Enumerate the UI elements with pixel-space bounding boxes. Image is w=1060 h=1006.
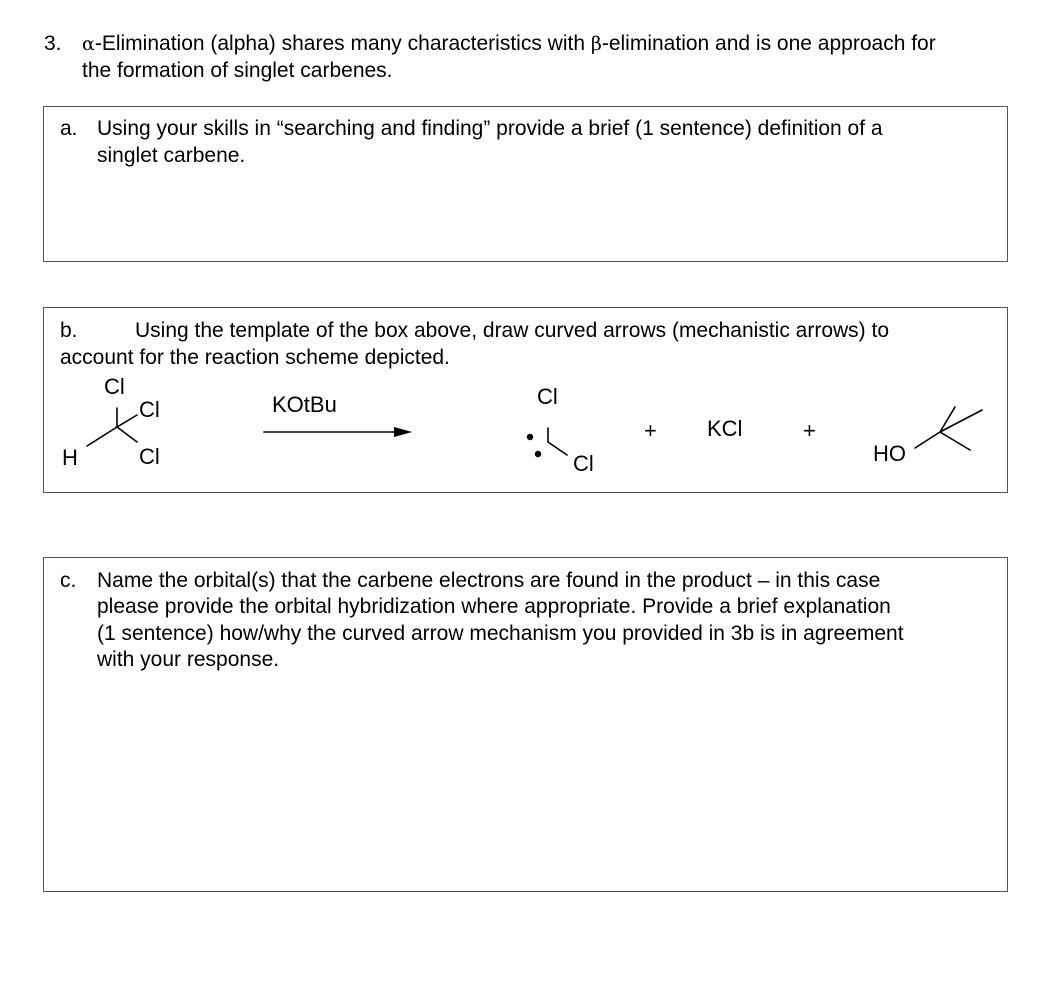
- part-b-line2: account for the reaction scheme depicted.: [60, 346, 450, 369]
- plus-sign-2: +: [803, 418, 816, 443]
- part-c-line3: (1 sentence) how/why the curved arrow mechanism you provided in 3b is in agreement: [97, 622, 904, 645]
- bond-o-c: [915, 432, 940, 448]
- reactant-cl-right: Cl: [139, 397, 160, 422]
- lone-pair-dot-1: [527, 434, 533, 440]
- plus-sign-1: +: [644, 418, 657, 443]
- bond-h-c: [87, 427, 117, 446]
- question-stem-text-b: -elimination and is one approach for: [601, 32, 936, 55]
- bond-c-cl-bottom: [117, 427, 137, 442]
- part-c-line4: with your response.: [97, 648, 280, 671]
- alpha-symbol: α: [82, 33, 95, 55]
- reactant-cl-top: Cl: [104, 374, 125, 399]
- part-a-line1: Using your skills in “searching and finding” provide a brief (1 sentence) definition of a: [97, 117, 883, 140]
- bond-c-cl-right: [117, 415, 137, 427]
- beta-symbol: β: [590, 33, 602, 55]
- reaction-arrow-head: [394, 427, 412, 437]
- reagent-kotbu: KOtBu: [272, 392, 337, 417]
- reactant-cl-bottom: Cl: [139, 444, 160, 469]
- question-stem-text-a: -Elimination (alpha) shares many characteristics with: [94, 32, 591, 55]
- bond-c-me-2: [940, 432, 970, 450]
- part-c-line1: Name the orbital(s) that the carbene electrons are found in the product – in this case: [97, 569, 881, 592]
- bond-carbene-cl-bottom: [548, 442, 567, 455]
- carbene-cl-top: Cl: [537, 384, 558, 409]
- lone-pair-dot-2: [535, 451, 541, 457]
- carbene-cl-bottom: Cl: [573, 451, 594, 476]
- product-kcl: KCl: [707, 416, 743, 441]
- question-number: 3.: [44, 32, 62, 55]
- question-stem-line2: the formation of singlet carbenes.: [82, 59, 393, 82]
- tbuoh-ho: HO: [873, 441, 906, 466]
- part-b-label: b.: [60, 319, 78, 342]
- part-a-line2: singlet carbene.: [97, 144, 246, 167]
- part-c-label: c.: [60, 569, 77, 592]
- reactant-h: H: [62, 445, 78, 470]
- part-b-line1: Using the template of the box above, draw curved arrows (mechanistic arrows) to: [135, 319, 890, 342]
- part-a-label: a.: [60, 117, 78, 140]
- part-c-line2: please provide the orbital hybridization where appropriate. Provide a brief explanation: [97, 595, 891, 618]
